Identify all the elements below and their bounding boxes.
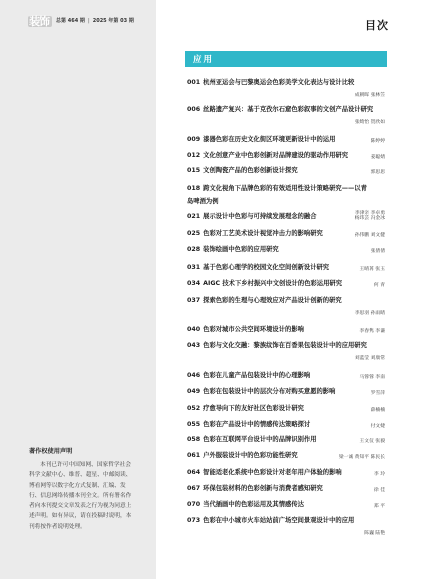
toc-entry-line bbox=[187, 467, 385, 480]
toc-article-title: 漆器色彩在历史文化街区环境更新设计中的运用 bbox=[203, 136, 336, 143]
toc-entry[interactable] bbox=[187, 228, 385, 241]
toc-author: 刘蓝莹 刘康常 bbox=[354, 356, 385, 361]
toc-article-title: 色彩在儿童产品包装设计中的心理影响 bbox=[203, 372, 311, 379]
toc-article-title: 环保包装材料的色彩创新与消费者感知研究 bbox=[203, 485, 323, 492]
toc-article-title-continued: 岛啤酒为例 bbox=[187, 197, 219, 205]
toc-entry[interactable] bbox=[187, 104, 385, 125]
toc-page-number: 018 bbox=[187, 185, 201, 192]
toc-article-title: 户外服装设计中的色彩功能性研究 bbox=[203, 452, 298, 459]
toc-article-title: 色彩在产品设计中的情感传达策略探讨 bbox=[203, 421, 311, 428]
toc-entry-line bbox=[187, 515, 385, 528]
toc-entry-line bbox=[187, 499, 385, 512]
toc-page-number: 034 bbox=[187, 280, 201, 287]
toc-article-title: 探索色彩的生理与心理效应对产品设计创新的研究 bbox=[203, 297, 342, 304]
toc-entry-line bbox=[187, 295, 385, 308]
toc-entry[interactable] bbox=[187, 262, 385, 275]
toc-entry[interactable] bbox=[187, 483, 385, 496]
toc-entry[interactable] bbox=[187, 244, 385, 257]
toc-author: 陈婷婷 bbox=[370, 139, 385, 144]
toc-article-title: 色彩在包装设计中的层次分布对购买意愿的影响 bbox=[203, 388, 336, 395]
toc-entry-line bbox=[187, 134, 385, 147]
toc-page-number: 025 bbox=[187, 230, 201, 237]
page-title: 目次 bbox=[365, 19, 389, 32]
toc-author: 陈巍 陆艳 bbox=[364, 531, 385, 536]
toc-entry[interactable] bbox=[187, 77, 385, 98]
toc-author: 郭思思 bbox=[370, 170, 385, 175]
toc-author: 姜聪婧 bbox=[370, 155, 385, 160]
toc-author: 张绮怡 贺欣如 bbox=[354, 120, 385, 125]
toc-entry[interactable] bbox=[187, 419, 385, 432]
copyright-body: 本刊已许可中国知网、国家哲学社会科学文献中心、维普、超星、中邮阅读、博看网等以数字化方式复制、汇编、发行、信息网络传播本刊全文。所有署名作者向本刊提交文章发表之行为视为同意上述声明。如有异议，请在投稿时说明，本刊将按作者说明处理。 bbox=[29, 462, 132, 530]
toc-entry[interactable] bbox=[187, 340, 385, 361]
toc-page-number: 058 bbox=[187, 436, 201, 443]
toc-author: 张倩倩 bbox=[370, 249, 385, 254]
toc-page-number: 037 bbox=[187, 297, 201, 304]
toc-entry[interactable] bbox=[187, 434, 385, 447]
toc-author: 徐 佳 bbox=[373, 488, 385, 493]
toc-entry-line bbox=[187, 104, 385, 117]
toc-article-title: 装饰绘画中色彩的应用研究 bbox=[203, 246, 279, 253]
toc-article-title: 色彩在互联网平台设计中的品牌识别作用 bbox=[203, 436, 317, 443]
toc-article-title: 色彩与文化交融：黎族纹饰在百香果包装设计中的应用研究 bbox=[203, 342, 367, 349]
issue-year: 2025 年第 03 期 bbox=[92, 18, 134, 24]
toc-page-number: 067 bbox=[187, 485, 201, 492]
toc-page-number: 006 bbox=[187, 106, 201, 113]
toc-entry[interactable] bbox=[187, 386, 385, 399]
toc-article-title: 基于色彩心理学的校园文化空间创新设计研究 bbox=[203, 264, 330, 271]
toc-page-number: 055 bbox=[187, 421, 201, 428]
toc-author: 马蓉蓉 李南 bbox=[359, 375, 385, 380]
toc-author: 何 青 bbox=[373, 283, 385, 288]
toc-page-number: 046 bbox=[187, 372, 201, 379]
issue-info bbox=[56, 17, 134, 24]
copyright-statement bbox=[29, 446, 135, 532]
toc-author: 郑 平 bbox=[373, 504, 385, 509]
toc-author: 付文婕 bbox=[370, 424, 385, 429]
journal-logo bbox=[28, 15, 52, 28]
toc-article-title: 当代插画中的色彩运用及其情感传达 bbox=[203, 501, 304, 508]
toc-author: 李思羽 孙雨睛 bbox=[354, 311, 385, 316]
toc-entry-line bbox=[187, 278, 385, 291]
toc-entry[interactable] bbox=[187, 499, 385, 512]
toc-entry[interactable] bbox=[187, 403, 385, 416]
toc-article-title: 色彩在中小城市火车站站前广场空间景观设计中的应用 bbox=[203, 517, 355, 524]
toc-page-number: 009 bbox=[187, 136, 201, 143]
toc-article-title: 色彩对工艺美术设计视觉冲击力的影响研究 bbox=[203, 230, 323, 237]
logo-text: 装饰 bbox=[29, 15, 49, 28]
toc-page-number: 040 bbox=[187, 326, 201, 333]
toc-page-number: 031 bbox=[187, 264, 201, 271]
toc-entry[interactable] bbox=[187, 150, 385, 163]
toc-entry[interactable] bbox=[187, 211, 385, 224]
toc-author: 杨玮芸 冯金冰 bbox=[354, 216, 385, 221]
toc-entry[interactable] bbox=[187, 370, 385, 383]
toc-entry[interactable] bbox=[187, 467, 385, 480]
toc-entry-line bbox=[187, 244, 385, 257]
copyright-title: 著作权使用声明 bbox=[29, 448, 73, 455]
section-title: 应用 bbox=[193, 55, 215, 65]
toc-entry-line bbox=[187, 419, 385, 432]
toc-author: 王文仪 张毅 bbox=[359, 439, 385, 444]
left-sidebar bbox=[0, 0, 156, 579]
toc-entry-line bbox=[187, 262, 385, 275]
toc-article-title: 疗愈导向下的友好社区色彩设计研究 bbox=[203, 405, 304, 412]
toc-entry[interactable] bbox=[187, 295, 385, 316]
toc-page-number: 070 bbox=[187, 501, 201, 508]
toc-page-number: 061 bbox=[187, 452, 201, 459]
toc-entry-line bbox=[187, 370, 385, 383]
toc-article-title: 杭州亚运会与巴黎奥运会色彩美学文化表达与设计比较 bbox=[203, 79, 355, 86]
toc-page-number: 049 bbox=[187, 388, 201, 395]
toc-article-title: 丝路遗产复兴：基于克孜尔石窟色彩叙事的文创产品设计研究 bbox=[203, 106, 374, 113]
toc-author: 孙伟鹏 刘文健 bbox=[354, 233, 385, 238]
toc-author: 李津亲 李卓勇 bbox=[354, 211, 385, 216]
toc-page-number: 012 bbox=[187, 152, 201, 159]
toc-entry-line bbox=[187, 340, 385, 353]
toc-entry-line bbox=[187, 403, 385, 416]
toc-author: 罗雪萍 bbox=[370, 391, 385, 396]
toc-author: 成朝晖 张林笠 bbox=[354, 93, 385, 98]
toc-author: 李 玲 bbox=[373, 472, 385, 477]
toc-article-title: 色彩对城市公共空间环境设计的影响 bbox=[203, 326, 304, 333]
toc-entry-line bbox=[187, 483, 385, 496]
toc-entry-line bbox=[187, 434, 385, 447]
issue-separator: | bbox=[87, 18, 90, 24]
toc-page-number: 015 bbox=[187, 167, 201, 174]
toc-entry[interactable] bbox=[187, 324, 385, 337]
toc-page-number: 001 bbox=[187, 79, 201, 86]
toc-entry-line bbox=[187, 324, 385, 337]
toc-page-number: 021 bbox=[187, 213, 201, 220]
toc-entry[interactable] bbox=[187, 515, 385, 536]
toc-author: 梁一诚 黄知平 陈民长 bbox=[338, 455, 385, 460]
toc-article-title: 跨文化视角下品牌色彩的有效适用性设计策略研究——以青 bbox=[203, 185, 367, 192]
toc-entry-line bbox=[187, 386, 385, 399]
toc-article-title: AIGC 技术下乡村振兴中文创设计的色彩运用研究 bbox=[203, 280, 342, 287]
toc-page-number: 052 bbox=[187, 405, 201, 412]
toc-entry-line bbox=[187, 165, 385, 178]
toc-author: 王晴苒 张玉 bbox=[359, 267, 385, 272]
toc-entry[interactable] bbox=[187, 183, 385, 216]
toc-entry[interactable] bbox=[187, 450, 385, 463]
toc-author: 李春隽 李谦 bbox=[359, 329, 385, 334]
toc-entry[interactable] bbox=[187, 278, 385, 291]
toc-page-number: 073 bbox=[187, 517, 201, 524]
toc-page-number: 028 bbox=[187, 246, 201, 253]
toc-entry-line bbox=[187, 183, 385, 196]
section-header-bar bbox=[185, 51, 387, 67]
toc-article-title: 展示设计中色彩与可持续发展理念的融合 bbox=[203, 213, 317, 220]
toc-entry-line bbox=[187, 150, 385, 163]
toc-page-number: 064 bbox=[187, 469, 201, 476]
toc-article-title: 文创陶瓷产品的色彩创新设计探究 bbox=[203, 167, 298, 174]
toc-article-title: 智能适老化系统中色彩设计对老年用户体验的影响 bbox=[203, 469, 342, 476]
issue-total: 总第 464 期 bbox=[56, 18, 85, 24]
toc-entry-line bbox=[187, 77, 385, 90]
toc-author: 薛楠楠 bbox=[370, 408, 385, 413]
toc-article-title: 文化创意产业中色彩创新对品牌建设的驱动作用研究 bbox=[203, 152, 348, 159]
toc-entry[interactable] bbox=[187, 134, 385, 147]
toc-page-number: 043 bbox=[187, 342, 201, 349]
toc-entry[interactable] bbox=[187, 165, 385, 178]
